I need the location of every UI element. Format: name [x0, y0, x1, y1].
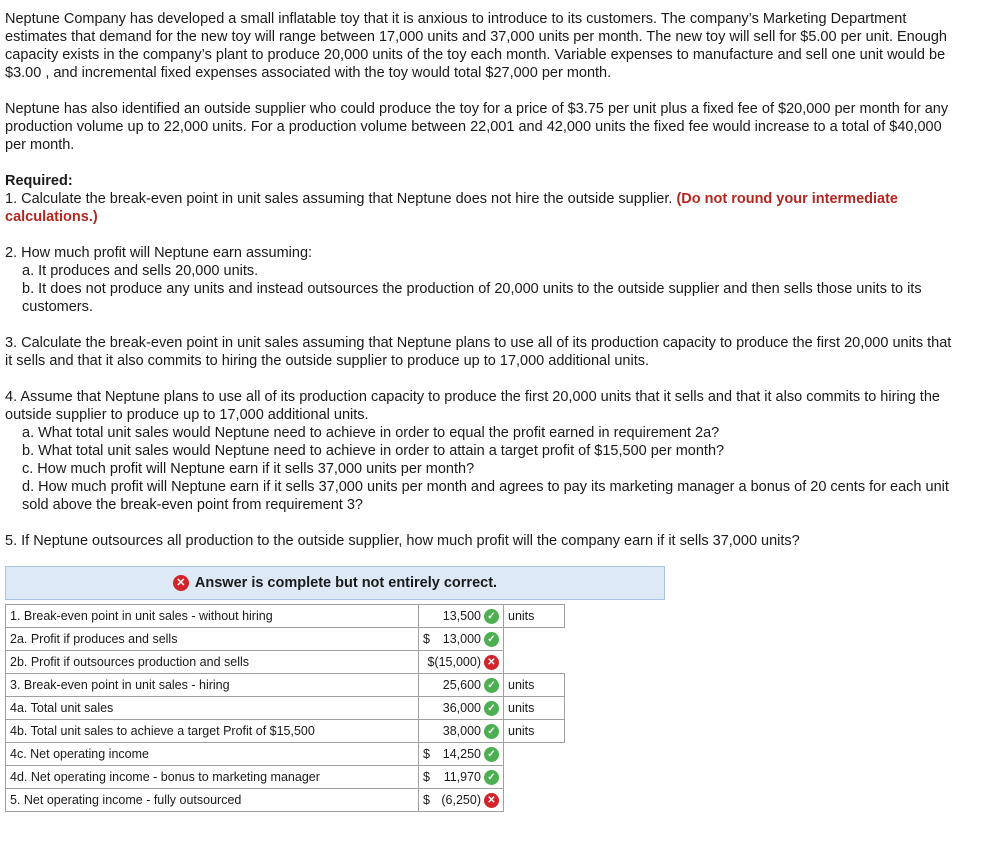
answer-value-cell[interactable]	[419, 697, 504, 720]
dollar-sign: $	[423, 770, 430, 784]
answer-label: 5. Net operating income - fully outsourced	[6, 789, 419, 812]
answer-value-cell[interactable]	[419, 651, 504, 674]
question-1-text: 1. Calculate the break-even point in unit sales assuming that Neptune does not hire the outside supplier.	[5, 191, 673, 207]
answer-unit: units	[504, 605, 565, 628]
required-heading: Required:	[5, 173, 73, 189]
dollar-sign: $	[423, 632, 430, 646]
answer-value-cell[interactable]	[419, 766, 504, 789]
answer-label: 4c. Net operating income	[6, 743, 419, 766]
answer-value[interactable]: 14,250	[442, 747, 481, 761]
answer-row	[6, 628, 565, 651]
answer-row	[6, 605, 565, 628]
dollar-sign: $	[423, 793, 430, 807]
check-circle-icon: ✓	[484, 747, 499, 762]
answer-value[interactable]: 36,000	[442, 701, 481, 715]
check-circle-icon: ✓	[484, 701, 499, 716]
question-4d: d. How much profit will Neptune earn if it sells 37,000 units per month and agrees to pay its marketing manager a bonus of 20 cents for each unit sold above the break-even point from requirement 3?	[22, 479, 949, 513]
intro-paragraph-2: Neptune has also identified an outside supplier who could produce the toy for a price of $3.75 per unit plus a fixed fee of $20,000 per month for any production volume up to 22,000 units. For a production volume between 22,001 and 42,000 units the fixed fee would increase to a total of $40,000 per month.	[5, 101, 949, 153]
answer-label: 2b. Profit if outsources production and sells	[6, 651, 419, 674]
answer-row	[6, 789, 565, 812]
answer-label: 1. Break-even point in unit sales - without hiring	[6, 605, 419, 628]
answer-unit-empty	[504, 628, 565, 651]
answer-unit-empty	[504, 789, 565, 812]
check-circle-icon: ✓	[484, 724, 499, 739]
answer-value-cell[interactable]	[419, 605, 504, 628]
check-circle-icon: ✓	[484, 609, 499, 624]
question-2a: a. It produces and sells 20,000 units.	[22, 263, 259, 279]
answer-unit: units	[504, 720, 565, 743]
check-circle-icon: ✓	[484, 678, 499, 693]
answer-row	[6, 766, 565, 789]
answer-label: 4d. Net operating income - bonus to marketing manager	[6, 766, 419, 789]
check-circle-icon: ✓	[484, 770, 499, 785]
answer-unit-empty	[504, 651, 565, 674]
answer-value-cell[interactable]	[419, 789, 504, 812]
check-circle-icon: ✓	[484, 632, 499, 647]
answer-value[interactable]: 13,000	[442, 632, 481, 646]
answer-value[interactable]: $(15,000)	[427, 655, 481, 669]
question-1	[5, 190, 955, 226]
intro-paragraph-1: Neptune Company has developed a small inflatable toy that it is anxious to introduce to its customers. The company’s Marketing Department estimates that demand for the new toy will range between 17,000 units and 37,000 units per month. The new toy will sell for $5.00 per unit. Enough capacity exists in the company’s plant to produce 20,000 units of the toy each month. Variable expenses to manufacture and sell one unit would be $3.00 , and incremental fixed expenses associated with the toy would total $27,000 per month.	[5, 11, 947, 81]
answer-label: 2a. Profit if produces and sells	[6, 628, 419, 651]
answer-value[interactable]: (6,250)	[441, 793, 481, 807]
answer-label: 4b. Total unit sales to achieve a target Profit of $15,500	[6, 720, 419, 743]
answer-value[interactable]: 38,000	[442, 724, 481, 738]
answer-status-text: Answer is complete but not entirely correct.	[194, 575, 498, 591]
answer-row	[6, 651, 565, 674]
question-4a: a. What total unit sales would Neptune need to achieve in order to equal the profit earned in requirement 2a?	[22, 425, 720, 441]
x-circle-icon: ✕	[484, 655, 499, 670]
question-4: 4. Assume that Neptune plans to use all of its production capacity to produce the first 20,000 units that it sells and that it also commits to hiring the outside supplier to produce up to 17,000 additional units.	[5, 389, 940, 423]
answer-unit: units	[504, 674, 565, 697]
answer-table	[5, 604, 565, 812]
rounding-note: (Do not round your intermediate calculations.)	[5, 191, 898, 225]
question-2b: b. It does not produce any units and instead outsources the production of 20,000 units to the outside supplier and then sells those units to its customers.	[22, 281, 922, 315]
answer-unit: units	[504, 697, 565, 720]
question-2: 2. How much profit will Neptune earn assuming:	[5, 245, 313, 261]
x-circle-icon: ✕	[173, 575, 189, 591]
answer-row	[6, 720, 565, 743]
answer-label: 4a. Total unit sales	[6, 697, 419, 720]
answer-value-cell[interactable]	[419, 674, 504, 697]
answer-value-cell[interactable]	[419, 743, 504, 766]
x-circle-icon: ✕	[484, 793, 499, 808]
answer-value[interactable]: 11,970	[443, 770, 481, 784]
dollar-sign: $	[423, 747, 430, 761]
question-5: 5. If Neptune outsources all production to the outside supplier, how much profit will the company earn if it sells 37,000 units?	[5, 533, 800, 549]
answer-unit-empty	[504, 743, 565, 766]
answer-row	[6, 697, 565, 720]
answer-unit-empty	[504, 766, 565, 789]
answer-value-cell[interactable]	[419, 720, 504, 743]
question-4c: c. How much profit will Neptune earn if it sells 37,000 units per month?	[22, 461, 475, 477]
question-3: 3. Calculate the break-even point in unit sales assuming that Neptune plans to use all of its production capacity to produce the first 20,000 units that it sells and that it also commits to hiring the outside supplier to produce up to 17,000 additional units.	[5, 335, 952, 369]
answer-row	[6, 743, 565, 766]
answer-value-cell[interactable]	[419, 628, 504, 651]
answer-row	[6, 674, 565, 697]
answer-status-banner	[5, 566, 665, 600]
answer-value[interactable]: 13,500	[442, 609, 481, 623]
answer-value[interactable]: 25,600	[442, 678, 481, 692]
question-4b: b. What total unit sales would Neptune need to achieve in order to attain a target profit of $15,500 per month?	[22, 443, 725, 459]
answer-label: 3. Break-even point in unit sales - hiring	[6, 674, 419, 697]
